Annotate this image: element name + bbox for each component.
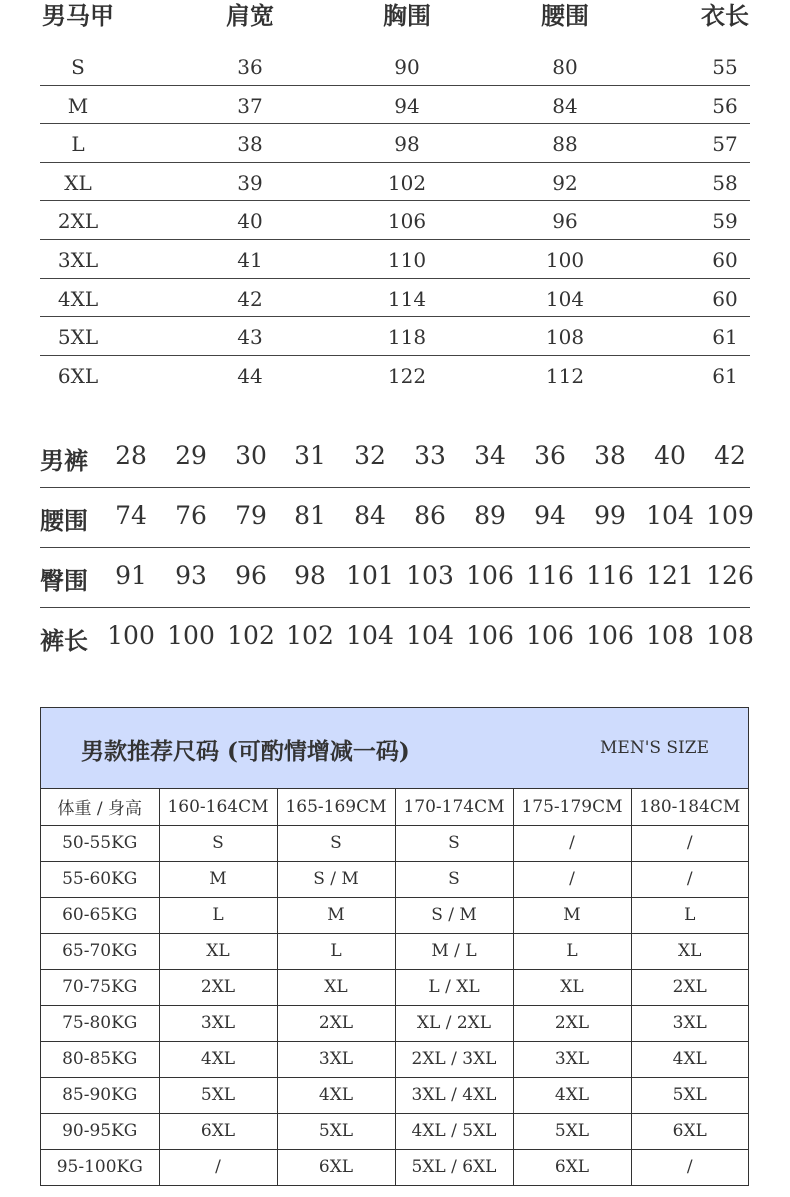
recommend-cell: 5XL (159, 1077, 277, 1113)
pants-cell: 30 (235, 441, 267, 470)
recommend-cell: / (631, 861, 748, 897)
vest-cell: 90 (394, 55, 420, 79)
recommend-cell: 75-80KG (41, 1005, 159, 1041)
vest-cell: 61 (712, 363, 738, 388)
vest-row (40, 201, 750, 240)
vest-cell: 3XL (57, 247, 99, 272)
pants-cell: 28 (115, 441, 147, 470)
recommend-cell: M (159, 861, 277, 897)
recommend-cell: M / L (395, 933, 513, 969)
pants-cell: 96 (235, 561, 267, 590)
recommend-cell: / (631, 825, 748, 861)
pants-row-label: 臀围 (40, 566, 88, 595)
pants-cell: 81 (294, 501, 326, 530)
vest-cell: 2XL (57, 209, 99, 234)
vest-cell: 60 (712, 247, 738, 272)
vest-cell: L (71, 132, 85, 157)
vest-cell: 5XL (57, 325, 99, 350)
vest-cell: 102 (387, 170, 427, 195)
pants-cell: 91 (115, 561, 147, 590)
vest-cell: 6XL (57, 363, 99, 388)
pants-cell: 104 (346, 621, 394, 650)
recommend-row (41, 933, 748, 969)
recommend-cell: / (159, 1149, 277, 1185)
recommend-cell: 6XL (513, 1149, 631, 1185)
recommend-cell: 2XL / 3XL (395, 1041, 513, 1077)
vest-cell: 100 (545, 247, 585, 272)
pants-size-table (40, 428, 754, 668)
pants-row-label: 男裤 (40, 446, 88, 475)
vest-row (40, 279, 750, 318)
recommend-cell: 3XL (513, 1041, 631, 1077)
vest-cell: 60 (712, 286, 738, 311)
recommend-cell: 80-85KG (41, 1041, 159, 1077)
vest-cell: 104 (545, 286, 585, 311)
vest-cell: 36 (237, 55, 263, 79)
recommend-cell: 50-55KG (41, 825, 159, 861)
vest-cell: 118 (387, 325, 427, 350)
pants-cell: 106 (466, 561, 514, 590)
pants-cell: 100 (167, 621, 215, 650)
pants-cell: 40 (654, 441, 686, 470)
recommend-cell: 3XL / 4XL (395, 1077, 513, 1113)
pants-cell: 42 (714, 441, 746, 470)
recommend-cell: 55-60KG (41, 861, 159, 897)
recommend-cell: 4XL (631, 1041, 748, 1077)
recommend-header-cell: 165-169CM (277, 789, 395, 825)
recommend-title-en: MEN'S SIZE (600, 738, 709, 758)
pants-cell: 102 (286, 621, 334, 650)
pants-cell: 106 (526, 621, 574, 650)
pants-cell: 108 (646, 621, 694, 650)
recommend-header-cell: 180-184CM (631, 789, 748, 825)
recommend-cell: S (395, 861, 513, 897)
vest-cell: 55 (712, 55, 738, 79)
recommend-cell: / (631, 1149, 748, 1185)
vest-cell: 4XL (57, 286, 99, 311)
recommend-cell: 5XL (513, 1113, 631, 1149)
recommend-row (41, 969, 748, 1005)
pants-cell: 100 (107, 621, 155, 650)
pants-cell: 84 (354, 501, 386, 530)
vest-cell: 80 (552, 55, 578, 79)
recommend-header-cell: 160-164CM (159, 789, 277, 825)
recommend-cell: S (395, 825, 513, 861)
vest-cell: 43 (237, 325, 263, 350)
recommend-cell: 65-70KG (41, 933, 159, 969)
recommend-row (41, 1149, 748, 1185)
vest-cell: 112 (545, 363, 585, 388)
vest-row (40, 317, 750, 356)
recommend-row (41, 897, 748, 933)
recommend-cell: 6XL (277, 1149, 395, 1185)
vest-cell: 94 (394, 93, 420, 118)
recommend-cell: 3XL (631, 1005, 748, 1041)
vest-cell: 40 (237, 209, 263, 234)
recommend-cell: 2XL (631, 969, 748, 1005)
recommend-cell: 70-75KG (41, 969, 159, 1005)
recommend-row (41, 1077, 748, 1113)
recommend-cell: 5XL / 6XL (395, 1149, 513, 1185)
vest-header-cell: 肩宽 (226, 1, 274, 30)
vest-cell: 122 (387, 363, 427, 388)
pants-cell: 104 (646, 501, 694, 530)
vest-rows (40, 47, 750, 394)
recommend-header-cell: 170-174CM (395, 789, 513, 825)
recommend-cell: S (159, 825, 277, 861)
pants-cell: 86 (414, 501, 446, 530)
vest-row (40, 47, 750, 86)
vest-row (40, 163, 750, 202)
vest-header-cell: 男马甲 (42, 1, 114, 30)
pants-cell: 34 (474, 441, 506, 470)
recommend-grid (41, 789, 748, 1185)
pants-cell: 101 (346, 561, 394, 590)
vest-cell: 58 (712, 170, 738, 195)
recommend-cell: L (277, 933, 395, 969)
recommend-cell: XL (513, 969, 631, 1005)
vest-cell: XL (64, 170, 92, 195)
pants-row (40, 428, 750, 488)
recommend-cell: M (513, 897, 631, 933)
recommend-cell: M (277, 897, 395, 933)
pants-cell: 31 (294, 441, 326, 470)
vest-header-cell: 衣长 (701, 1, 749, 30)
pants-cell: 36 (534, 441, 566, 470)
recommend-cell: L / XL (395, 969, 513, 1005)
recommend-cell: 6XL (159, 1113, 277, 1149)
pants-cell: 121 (646, 561, 694, 590)
vest-cell: 88 (552, 132, 578, 157)
recommend-row (41, 861, 748, 897)
recommend-cell: 2XL (513, 1005, 631, 1041)
recommend-cell: 4XL (159, 1041, 277, 1077)
vest-header-row (40, 0, 750, 30)
recommend-size-table (40, 707, 749, 1186)
pants-cell: 98 (294, 561, 326, 590)
vest-cell: 110 (387, 247, 427, 272)
recommend-header-row (41, 789, 748, 825)
vest-row (40, 356, 750, 395)
vest-header-cell: 腰围 (541, 1, 589, 30)
vest-cell: S (71, 55, 85, 79)
pants-cell: 38 (594, 441, 626, 470)
pants-cell: 103 (406, 561, 454, 590)
vest-cell: 108 (545, 325, 585, 350)
pants-cell: 116 (526, 561, 574, 590)
recommend-cell: 5XL (277, 1113, 395, 1149)
recommend-row (41, 1041, 748, 1077)
recommend-cell: S / M (395, 897, 513, 933)
recommend-cell: XL / 2XL (395, 1005, 513, 1041)
recommend-row (41, 1113, 748, 1149)
vest-cell: 38 (237, 132, 263, 157)
recommend-cell: 6XL (631, 1113, 748, 1149)
pants-cell: 109 (706, 501, 754, 530)
recommend-row (41, 1005, 748, 1041)
pants-row-label: 腰围 (40, 506, 88, 535)
recommend-cell: 90-95KG (41, 1113, 159, 1149)
recommend-cell: 85-90KG (41, 1077, 159, 1113)
recommend-cell: 60-65KG (41, 897, 159, 933)
recommend-cell: 4XL / 5XL (395, 1113, 513, 1149)
vest-cell: 56 (712, 93, 738, 118)
recommend-cell: 2XL (277, 1005, 395, 1041)
recommend-cell: L (159, 897, 277, 933)
vest-cell: 61 (712, 325, 738, 350)
vest-header-cell: 胸围 (383, 1, 431, 30)
vest-cell: 37 (237, 93, 263, 118)
vest-cell: 42 (237, 286, 263, 311)
pants-cell: 116 (586, 561, 634, 590)
pants-cell: 33 (414, 441, 446, 470)
vest-cell: 39 (237, 170, 263, 195)
vest-cell: 92 (552, 170, 578, 195)
pants-cell: 93 (175, 561, 207, 590)
vest-cell: 114 (387, 286, 427, 311)
pants-cell: 102 (227, 621, 275, 650)
recommend-banner (41, 708, 748, 789)
recommend-cell: XL (631, 933, 748, 969)
vest-cell: 41 (237, 247, 263, 272)
vest-cell: 57 (712, 132, 738, 157)
pants-cell: 99 (594, 501, 626, 530)
pants-cell: 76 (175, 501, 207, 530)
pants-cell: 79 (235, 501, 267, 530)
recommend-cell: / (513, 825, 631, 861)
recommend-header-cell: 体重 / 身高 (41, 789, 159, 825)
vest-row (40, 124, 750, 163)
pants-row (40, 488, 754, 548)
recommend-cell: 3XL (159, 1005, 277, 1041)
recommend-cell: L (513, 933, 631, 969)
pants-cell: 74 (115, 501, 147, 530)
recommend-cell: S / M (277, 861, 395, 897)
vest-cell: 98 (394, 132, 420, 157)
pants-cell: 89 (474, 501, 506, 530)
vest-row (40, 240, 750, 279)
vest-cell: 106 (387, 209, 427, 234)
recommend-cell: / (513, 861, 631, 897)
pants-cell: 29 (175, 441, 207, 470)
pants-cell: 108 (706, 621, 754, 650)
recommend-title: 男款推荐尺码 (可酌情增减一码) (81, 738, 410, 765)
pants-row-label: 裤长 (40, 626, 88, 655)
vest-cell: 84 (552, 93, 578, 118)
pants-row (40, 608, 754, 668)
recommend-cell: XL (277, 969, 395, 1005)
recommend-cell: S (277, 825, 395, 861)
pants-cell: 106 (586, 621, 634, 650)
pants-cell: 94 (534, 501, 566, 530)
recommend-cell: 5XL (631, 1077, 748, 1113)
vest-cell: 59 (712, 209, 738, 234)
vest-cell: M (67, 93, 89, 118)
recommend-cell: L (631, 897, 748, 933)
pants-row (40, 548, 754, 608)
recommend-header-cell: 175-179CM (513, 789, 631, 825)
recommend-cell: 4XL (513, 1077, 631, 1113)
pants-cell: 126 (706, 561, 754, 590)
recommend-row (41, 825, 748, 861)
vest-cell: 44 (237, 363, 263, 388)
recommend-cell: 3XL (277, 1041, 395, 1077)
vest-row (40, 86, 750, 125)
pants-cell: 106 (466, 621, 514, 650)
vest-cell: 96 (552, 209, 578, 234)
recommend-cell: 95-100KG (41, 1149, 159, 1185)
recommend-cell: 4XL (277, 1077, 395, 1113)
pants-cell: 104 (406, 621, 454, 650)
recommend-cell: XL (159, 933, 277, 969)
pants-cell: 32 (354, 441, 386, 470)
recommend-cell: 2XL (159, 969, 277, 1005)
